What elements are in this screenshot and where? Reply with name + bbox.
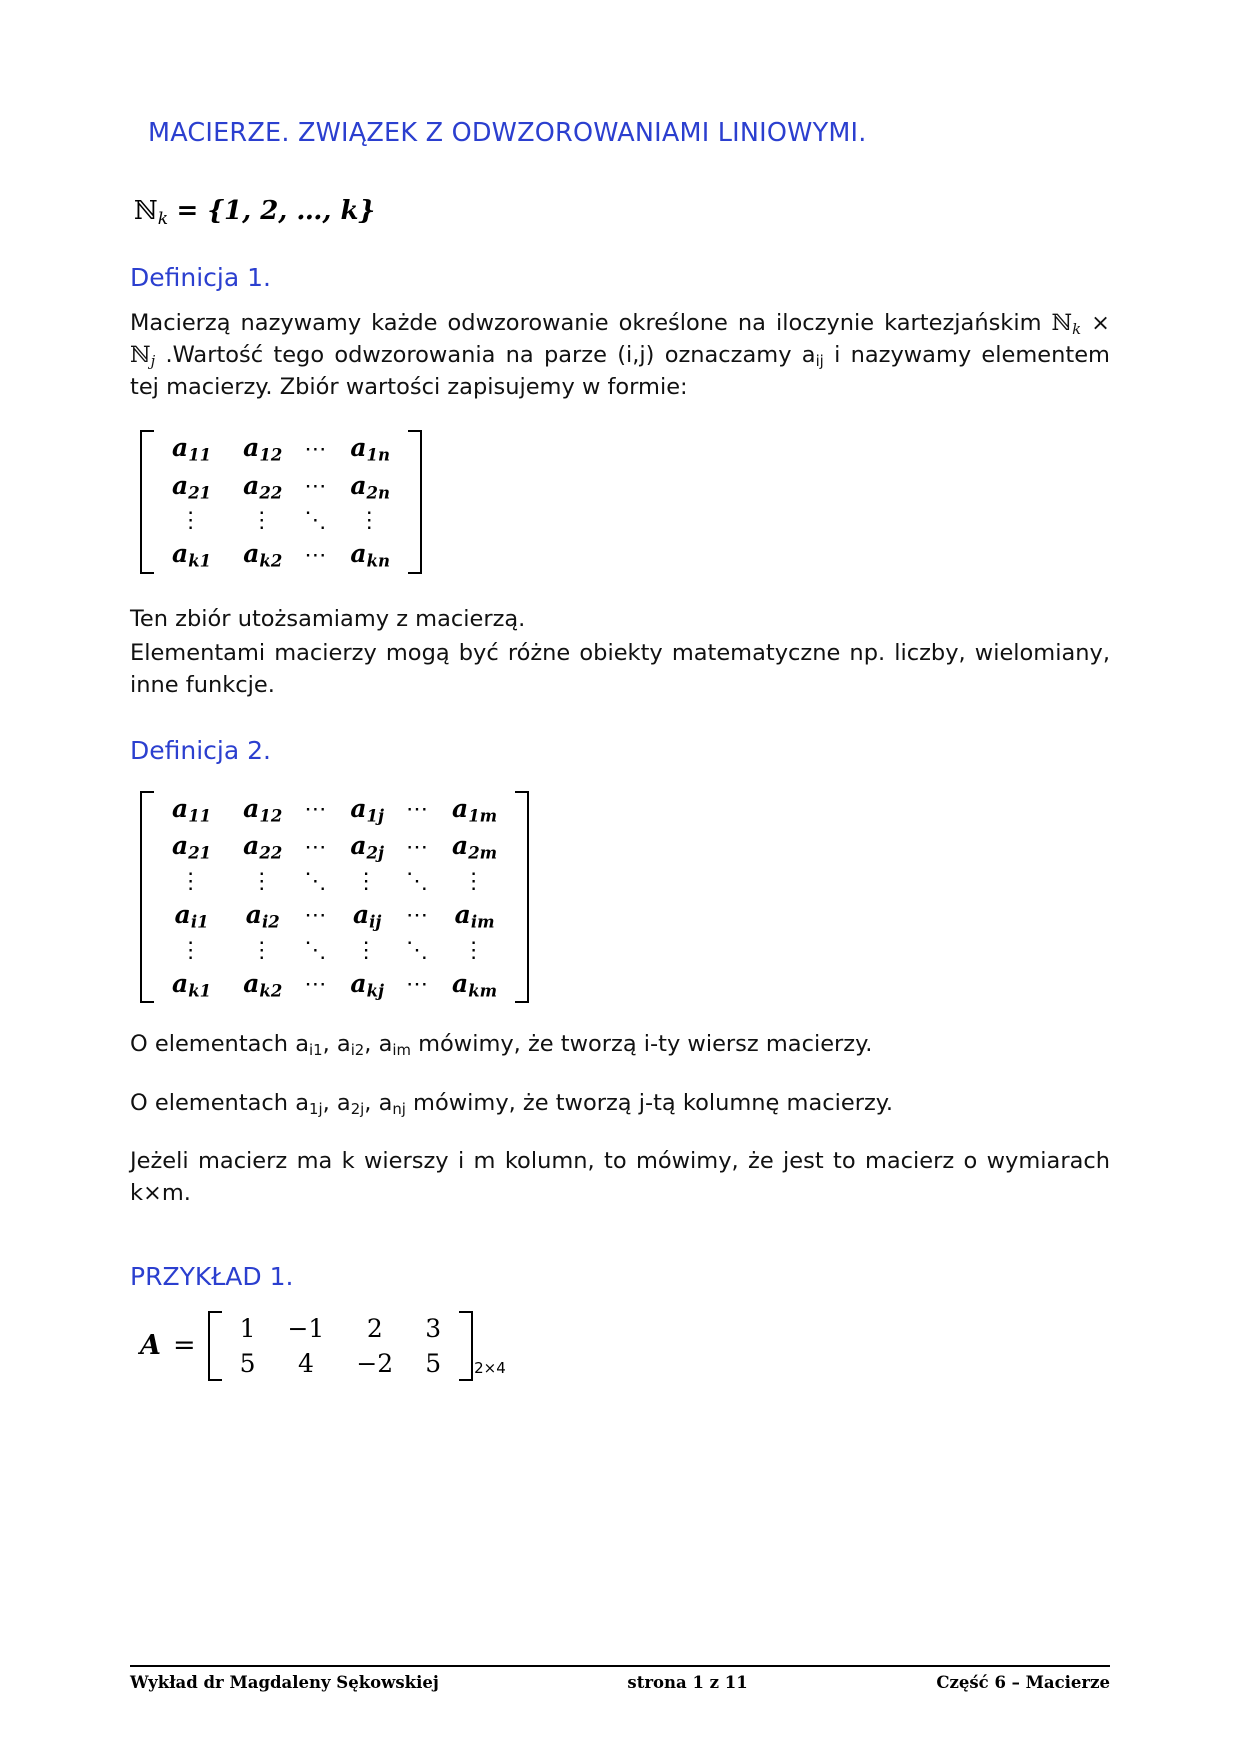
matrix-cell: $a_{kn}$ <box>350 539 390 572</box>
matrix-cell: $a_{im}$ <box>454 900 495 932</box>
matrix-1-wrapper <box>140 430 1110 574</box>
footer-author: Wykład dr Magdaleny Sękowskiej <box>130 1673 439 1692</box>
matrix-row <box>156 897 513 935</box>
matrix-row <box>156 505 406 536</box>
matrix-cell-ellipsis: ⋯ <box>304 903 329 929</box>
cartesian-times-symbol: × <box>1091 309 1110 336</box>
matrix-cell: $a_{22}$ <box>243 831 283 864</box>
matrix-cell: 1 <box>239 1313 256 1343</box>
matrix-cell: $a_{2m}$ <box>452 831 498 864</box>
matrix-cell-ellipsis: ⋯ <box>304 436 329 462</box>
cartesian-right-symbol: ℕ <box>130 342 151 369</box>
matrix-cell: $a_{1m}$ <box>452 793 498 826</box>
col-sentence-sub-3: nj <box>392 1099 406 1118</box>
matrix-cell: 2 <box>366 1313 383 1343</box>
matrix-cell-ellipsis: ⋯ <box>304 971 329 997</box>
matrix-row <box>224 1346 458 1381</box>
row-sentence-sub-2: i2 <box>350 1041 365 1060</box>
paragraph-utozsamiamy: Ten zbiór utożsamiamy z macierzą. <box>130 606 526 633</box>
matrix-cell-ellipsis: ⋯ <box>406 797 430 823</box>
matrix-cell: $a_{12}$ <box>243 793 283 826</box>
paragraph-elementy: Elementami macierzy mogą być różne obiekty matematyczne np. liczby, wielomiany, inne funkcje. <box>130 639 1110 698</box>
matrix-cell: $a_{1n}$ <box>350 433 391 465</box>
matrix-cell: 5 <box>425 1348 442 1378</box>
matrix-cell: $a_{21}$ <box>172 831 212 864</box>
matrix-cell-ellipsis: ⋮ <box>250 869 275 895</box>
matrix-cell: −1 <box>287 1313 325 1343</box>
matrix-cell: 5 <box>239 1348 256 1378</box>
page-footer <box>130 1665 1110 1692</box>
matrix-cell: 4 <box>297 1348 314 1378</box>
matrix-1-left-bracket <box>140 430 154 574</box>
matrix-cell-ellipsis: ⋮ <box>462 869 487 895</box>
matrix-cell-ellipsis: ⋮ <box>179 869 204 895</box>
col-sentence-post: mówimy, że tworzą j-tą kolumnę macierzy. <box>405 1089 894 1116</box>
matrix-cell: $a_{km}$ <box>452 968 498 1001</box>
matrix-2-right-bracket <box>515 791 529 1003</box>
matrix-3-left-bracket <box>208 1311 222 1381</box>
matrix-cell: −2 <box>356 1348 394 1378</box>
cartesian-left-symbol: ℕ <box>1051 309 1073 336</box>
col-sentence-pre: O elementach a <box>130 1089 310 1116</box>
matrix-cell-ellipsis: ⋱ <box>304 937 329 963</box>
matrix-cell: $a_{21}$ <box>172 470 212 503</box>
matrix-cell-ellipsis: ⋯ <box>304 542 329 568</box>
heading-definicja-1: Definicja 1. <box>130 262 271 292</box>
paragraph-kolumna <box>130 1088 1110 1120</box>
matrix-cell-ellipsis: ⋮ <box>358 508 383 534</box>
matrix-cell: $a_{k2}$ <box>243 539 283 572</box>
paragraph-wymiary: Jeżeli macierz ma k wierszy i m kolumn, to mówimy, że jest to macierz o wymiarach k×m. <box>130 1147 1110 1206</box>
matrix-row <box>156 935 513 966</box>
matrix-row <box>156 536 406 574</box>
matrix-cell: $a_{k1}$ <box>172 968 212 1001</box>
matrix-cell-ellipsis: ⋱ <box>406 937 430 963</box>
matrix-1 <box>140 430 422 574</box>
matrix-3-wrapper <box>140 1311 1110 1381</box>
paragraph-definicja-1 <box>130 308 1110 404</box>
matrix-cell: $a_{ij}$ <box>352 900 382 932</box>
matrix-row <box>156 791 513 829</box>
example-matrix-label: A <box>140 1330 161 1362</box>
matrix-cell: $a_{22}$ <box>243 470 283 503</box>
set-definition-body: = {1, 2, …, k} <box>176 196 376 226</box>
row-sentence-mid-1: , a <box>322 1031 351 1058</box>
col-sentence-mid-2: , a <box>364 1089 393 1116</box>
matrix-row <box>156 966 513 1004</box>
matrix-1-grid <box>156 430 406 574</box>
natural-set-subscript: k <box>157 208 169 229</box>
paragraph-1a-text: Macierzą nazywamy każde odwzorowanie określone na iloczynie kartezjańskim <box>130 309 1042 336</box>
matrix-row <box>224 1311 458 1346</box>
matrix-3 <box>208 1311 474 1381</box>
matrix-cell-ellipsis: ⋱ <box>406 869 430 895</box>
matrix-cell: $a_{2j}$ <box>350 831 384 864</box>
example-equals-sign: = <box>172 1330 196 1362</box>
paragraph-1c-post: i nazywamy elementem tej macierzy. Zbiór wartości zapisujemy w formie: <box>130 342 1110 401</box>
matrix-row <box>156 468 406 506</box>
paragraph-1c-pre: oznaczamy a <box>664 342 816 369</box>
matrix-cell: $a_{i2}$ <box>245 900 280 932</box>
heading-definicja-2: Definicja 2. <box>130 735 271 765</box>
matrix-3-right-bracket <box>459 1311 473 1381</box>
matrix-cell-ellipsis: ⋯ <box>406 903 430 929</box>
matrix-2-left-bracket <box>140 791 154 1003</box>
matrix-cell-ellipsis: ⋮ <box>179 937 204 963</box>
matrix-cell-ellipsis: ⋮ <box>250 508 275 534</box>
matrix-row <box>156 866 513 897</box>
matrix-cell: $a_{2n}$ <box>350 470 391 503</box>
cartesian-left-subscript: k <box>1072 319 1082 338</box>
matrix-cell-ellipsis: ⋮ <box>462 937 487 963</box>
col-sentence-mid-1: , a <box>322 1089 351 1116</box>
matrix-1-right-bracket <box>408 430 422 574</box>
row-sentence-mid-2: , a <box>364 1031 393 1058</box>
matrix-cell-ellipsis: ⋮ <box>355 869 380 895</box>
matrix-row <box>156 430 406 468</box>
paragraph-wiersz <box>130 1029 1110 1061</box>
footer-section: Część 6 – Macierze <box>936 1673 1110 1692</box>
col-sentence-sub-2: 2j <box>350 1099 365 1118</box>
matrix-cell-ellipsis: ⋮ <box>355 937 380 963</box>
matrix-2 <box>140 791 529 1003</box>
paragraph-1b-text: .Wartość tego odwzorowania na parze (i,j) <box>165 342 655 369</box>
matrix-2-wrapper <box>140 791 1110 1003</box>
row-sentence-post: mówimy, że tworzą i-ty wiersz macierzy. <box>410 1031 873 1058</box>
matrix-2-grid <box>156 791 513 1003</box>
matrix-cell-ellipsis: ⋮ <box>179 508 204 534</box>
matrix-cell-ellipsis: ⋱ <box>304 869 329 895</box>
row-sentence-sub-1: i1 <box>309 1041 323 1060</box>
col-sentence-sub-1: 1j <box>309 1099 323 1118</box>
matrix-cell-ellipsis: ⋯ <box>406 971 430 997</box>
matrix-cell: $a_{1j}$ <box>350 793 384 826</box>
matrix-cell: $a_{k2}$ <box>243 968 283 1001</box>
matrix-cell: $a_{i1}$ <box>174 900 209 932</box>
natural-set-symbol: ℕ <box>134 196 158 226</box>
matrix-cell-ellipsis: ⋮ <box>250 937 275 963</box>
page-title: MACIERZE. ZWIĄZEK Z ODWZOROWANIAMI LINIOWYMI. <box>148 118 867 148</box>
matrix-cell-ellipsis: ⋯ <box>406 834 430 860</box>
matrix-cell-ellipsis: ⋯ <box>304 474 329 500</box>
matrix-cell-ellipsis: ⋱ <box>304 508 329 534</box>
cartesian-right-subscript: j <box>150 352 156 371</box>
matrix-cell: $a_{k1}$ <box>172 539 212 572</box>
footer-page-number: strona 1 z 11 <box>627 1673 748 1692</box>
matrix-3-grid <box>224 1311 458 1381</box>
example-matrix-dimension: 2×4 <box>474 1358 506 1377</box>
matrix-cell: $a_{11}$ <box>172 793 212 826</box>
matrix-cell-ellipsis: ⋯ <box>304 834 329 860</box>
matrix-cell: $a_{12}$ <box>243 433 283 465</box>
matrix-cell: 3 <box>425 1313 442 1343</box>
set-definition-line <box>134 196 1110 229</box>
row-sentence-sub-3: im <box>392 1041 411 1060</box>
matrix-row <box>156 828 513 866</box>
row-sentence-pre: O elementach a <box>130 1031 310 1058</box>
matrix-cell-ellipsis: ⋯ <box>304 797 329 823</box>
paragraph-1c-subscript: ij <box>815 352 824 371</box>
matrix-cell: $a_{kj}$ <box>350 968 384 1001</box>
heading-przyklad-1: PRZYKŁAD 1. <box>130 1261 294 1291</box>
matrix-cell: $a_{11}$ <box>172 433 212 465</box>
